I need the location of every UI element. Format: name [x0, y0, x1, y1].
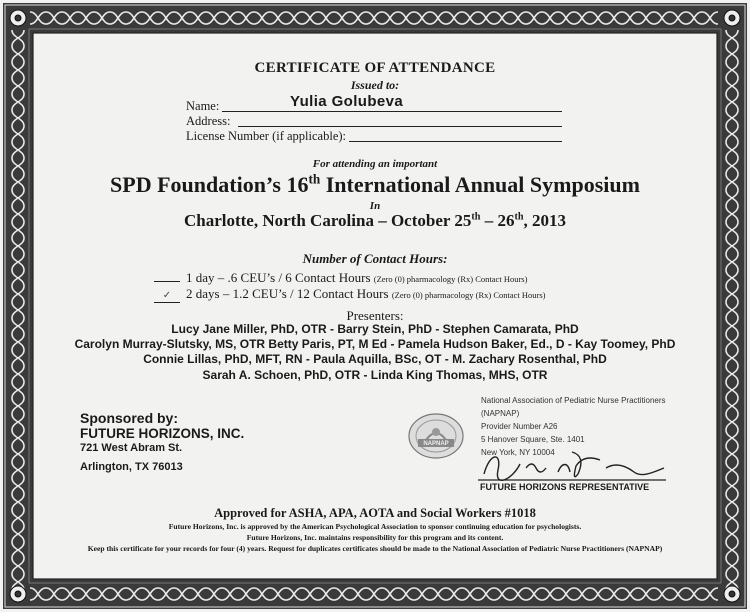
name-field: Yulia Golubeva	[290, 93, 404, 110]
option-1-checkbox	[154, 269, 180, 282]
presenters-line: Sarah A. Schoen, PhD, OTR - Linda King Thomas, MHS, OTR	[202, 368, 548, 382]
certificate-title: CERTIFICATE OF ATTENDANCE	[254, 60, 496, 76]
napnap-line: (NAPNAP)	[481, 409, 520, 418]
sponsor-address-street: 721 West Abram St.	[80, 442, 183, 454]
presenters-line: Carolyn Murray-Slutsky, MS, OTR Betty Paris, PT, M Ed - Pamela Hudson Baker, Ed., D - Kay Toomey, PhD	[74, 337, 676, 351]
contact-hours-option-1	[154, 269, 527, 286]
attending-label: For attending an important	[312, 158, 438, 170]
sponsor-address-city: Arlington, TX 76013	[80, 461, 183, 473]
napnap-line: 5 Hanover Square, Ste. 1401	[481, 435, 585, 444]
footer-apa-statement: Future Horizons, Inc. is approved by the American Psychological Association to sponsor continuing education for psychologists.	[168, 522, 582, 531]
contact-hours-option-2	[154, 286, 546, 303]
approval-statement: Approved for ASHA, APA, AOTA and Social Workers #1018	[214, 506, 536, 520]
option-1-note: (Zero (0) pharmacology (Rx) Contact Hours)	[373, 274, 528, 284]
name-line	[222, 111, 562, 112]
presenters-line: Lucy Jane Miller, PhD, OTR - Barry Stein, PhD - Stephen Camarata, PhD	[171, 322, 579, 336]
option-2-checkbox: ✓	[154, 290, 180, 303]
border-inner-paper	[33, 33, 717, 579]
representative-label: FUTURE HORIZONS REPRESENTATIVE	[480, 482, 650, 492]
contact-hours-heading: Number of Contact Hours:	[302, 251, 448, 266]
address-label: Address:	[186, 114, 231, 128]
sponsored-by-label: Sponsored by:	[80, 410, 179, 426]
in-label: In	[369, 200, 381, 212]
symposium-title: SPD Foundation’s 16th International Annual Symposium	[110, 171, 640, 197]
signature-image	[476, 446, 686, 486]
option-2-note: (Zero (0) pharmacology (Rx) Contact Hours)	[391, 290, 546, 300]
issued-to-label: Issued to:	[350, 78, 400, 92]
napnap-line: New York, NY 10004	[481, 448, 555, 457]
event-location-date: Charlotte, North Carolina – October 25th – 26th, 2013	[183, 211, 566, 230]
name-label: Name:	[186, 99, 220, 113]
option-1-label: 1 day – .6 CEU’s / 6 Contact Hours	[186, 270, 371, 285]
napnap-seal-text: NAPNAP	[423, 441, 449, 447]
footer-records-statement: Keep this certificate for your records for four (4) years. Request for duplicates certificates should be made to the National Association of Pediatric Nurse Practitioners (NAPNAP)	[87, 544, 663, 553]
license-line	[349, 141, 562, 142]
presenters-line: Connie Lillas, PhD, MFT, RN - Paula Aquilla, BSc, OT - M. Zachary Rosenthal, PhD	[143, 352, 607, 366]
sponsor-name: FUTURE HORIZONS, INC.	[80, 426, 245, 441]
license-label: License Number (if applicable):	[186, 129, 346, 143]
address-line	[238, 126, 562, 127]
presenters-heading: Presenters:	[346, 308, 404, 323]
footer-responsibility-statement: Future Horizons, Inc. maintains responsibility for this program and its content.	[246, 533, 504, 542]
option-2-label: 2 days – 1.2 CEU’s / 12 Contact Hours	[186, 286, 389, 301]
napnap-seal-icon	[404, 412, 468, 464]
napnap-line: National Association of Pediatric Nurse Practitioners	[481, 396, 666, 405]
napnap-line: Provider Number A26	[481, 422, 558, 431]
